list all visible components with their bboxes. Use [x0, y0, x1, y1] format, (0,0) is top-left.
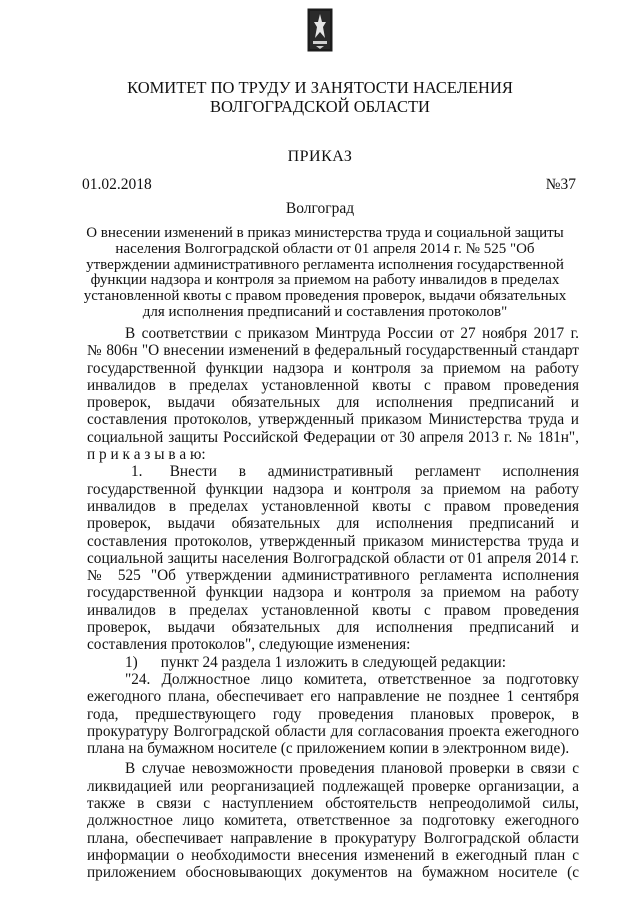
- subject-line: для исполнения предписаний и составления протоколов": [142, 303, 508, 320]
- organization-name-line-1: КОМИТЕТ ПО ТРУДУ И ЗАНЯТОСТИ НАСЕЛЕНИЯ: [127, 78, 513, 97]
- body-line: инвалидов в пределах установленной квоты с правом проведения: [87, 497, 579, 515]
- body-line: проверок, выдачи обязательных для исполнения предписаний и: [87, 394, 579, 412]
- body-line: должностное лицо комитета, ответственное за подготовку ежегодного: [87, 812, 579, 830]
- order-subject: [70, 226, 580, 321]
- body-line: составления протоколов, утвержденный приказом министерства труда и: [87, 532, 579, 550]
- body-line: ежегодного плана, обеспечивает его направление не позднее 1 сентября: [87, 688, 579, 706]
- body-line: проверок, выдачи обязательных для исполнения предписаний и: [87, 515, 579, 533]
- order-city: Волгоград: [285, 200, 355, 217]
- body-line: информации о необходимости внесения изменений в ежегодный план с: [87, 846, 579, 864]
- body-line: государственной функции надзора и контроля за приемом на работу: [87, 359, 579, 377]
- body-line: 1. Внести в административный регламент исполнения: [131, 463, 579, 481]
- order-date: 01.02.2018: [82, 176, 152, 193]
- body-line: В случае невозможности проведения плановой проверки в связи с: [125, 760, 579, 778]
- body-line: социальной защиты населения Волгоградской области от 01 апреля 2014 г.: [87, 549, 579, 567]
- body-line: ликвидацией или реорганизацией подлежащей проверке организации, а: [87, 777, 579, 795]
- subject-line: установленной квоты с правом проведения проверок, выдачи обязательных: [83, 288, 567, 305]
- organization-header: [0, 78, 640, 116]
- body-line: "24. Должностное лицо комитета, ответственное за подготовку: [125, 670, 579, 688]
- coat-of-arms-emblem: [307, 8, 333, 52]
- order-body: [87, 325, 579, 882]
- body-line: инвалидов в пределах установленной квоты с правом проведения: [87, 376, 579, 394]
- body-line: № 525 "Об утверждении административного регламента исполнения: [87, 567, 579, 585]
- body-line: плана, обеспечивает направление в прокуратуру Волгоградской области: [87, 829, 579, 847]
- body-line: В соответствии с приказом Минтруда России от 27 ноября 2017 г.: [125, 325, 579, 342]
- organization-name-line-2: ВОЛГОГРАДСКОЙ ОБЛАСТИ: [210, 97, 430, 116]
- body-line: социальной защиты Российской Федерации от 30 апреля 2013 г. № 181н",: [87, 428, 579, 446]
- body-line: также в связи с наступлением обстоятельств непреодолимой силы,: [87, 795, 579, 813]
- subject-line: О внесении изменений в приказ министерства труда и социальной защиты: [86, 225, 564, 241]
- body-line: приложением обосновывающих документов на бумажном носителе (с: [87, 864, 579, 882]
- body-line: составления протоколов, утвержденный приказом Министерства труда и: [87, 411, 579, 429]
- body-line: проверок, выдачи обязательных для исполнения предписаний и: [87, 619, 579, 637]
- body-line: прокуратуру Волгоградской области для согласования проекта ежегодного: [87, 722, 579, 740]
- subject-line: утверждении административного регламента исполнения государственной: [86, 256, 564, 273]
- body-line: инвалидов в пределах установленной квоты с правом проведения: [87, 601, 579, 619]
- document-type-title: ПРИКАЗ: [287, 148, 353, 165]
- body-line: государственной функции надзора и контроля за приемом на работу: [87, 584, 579, 602]
- body-line: плана на бумажном носителе (с приложением копии в электронном виде).: [87, 740, 570, 758]
- subject-line: населения Волгоградской области от 01 апреля 2014 г. № 525 "Об: [115, 240, 535, 257]
- body-line: составления протоколов", следующие изменения:: [87, 636, 411, 654]
- body-line: государственной функции надзора и контроля за приемом на работу: [87, 480, 579, 498]
- list-item-1: 1) пункт 24 раздела 1 изложить в следующей редакции:: [125, 653, 506, 671]
- order-decree-word: п р и к а з ы в а ю:: [87, 446, 206, 464]
- subject-line: функции надзора и контроля за приемом на работу инвалидов в пределах: [90, 272, 560, 289]
- order-number: №37: [545, 176, 576, 193]
- body-line: № 806н "О внесении изменений в федеральный государственный стандарт: [87, 342, 579, 360]
- body-line: года, предшествующего году проведения плановых проверок, в: [87, 705, 579, 723]
